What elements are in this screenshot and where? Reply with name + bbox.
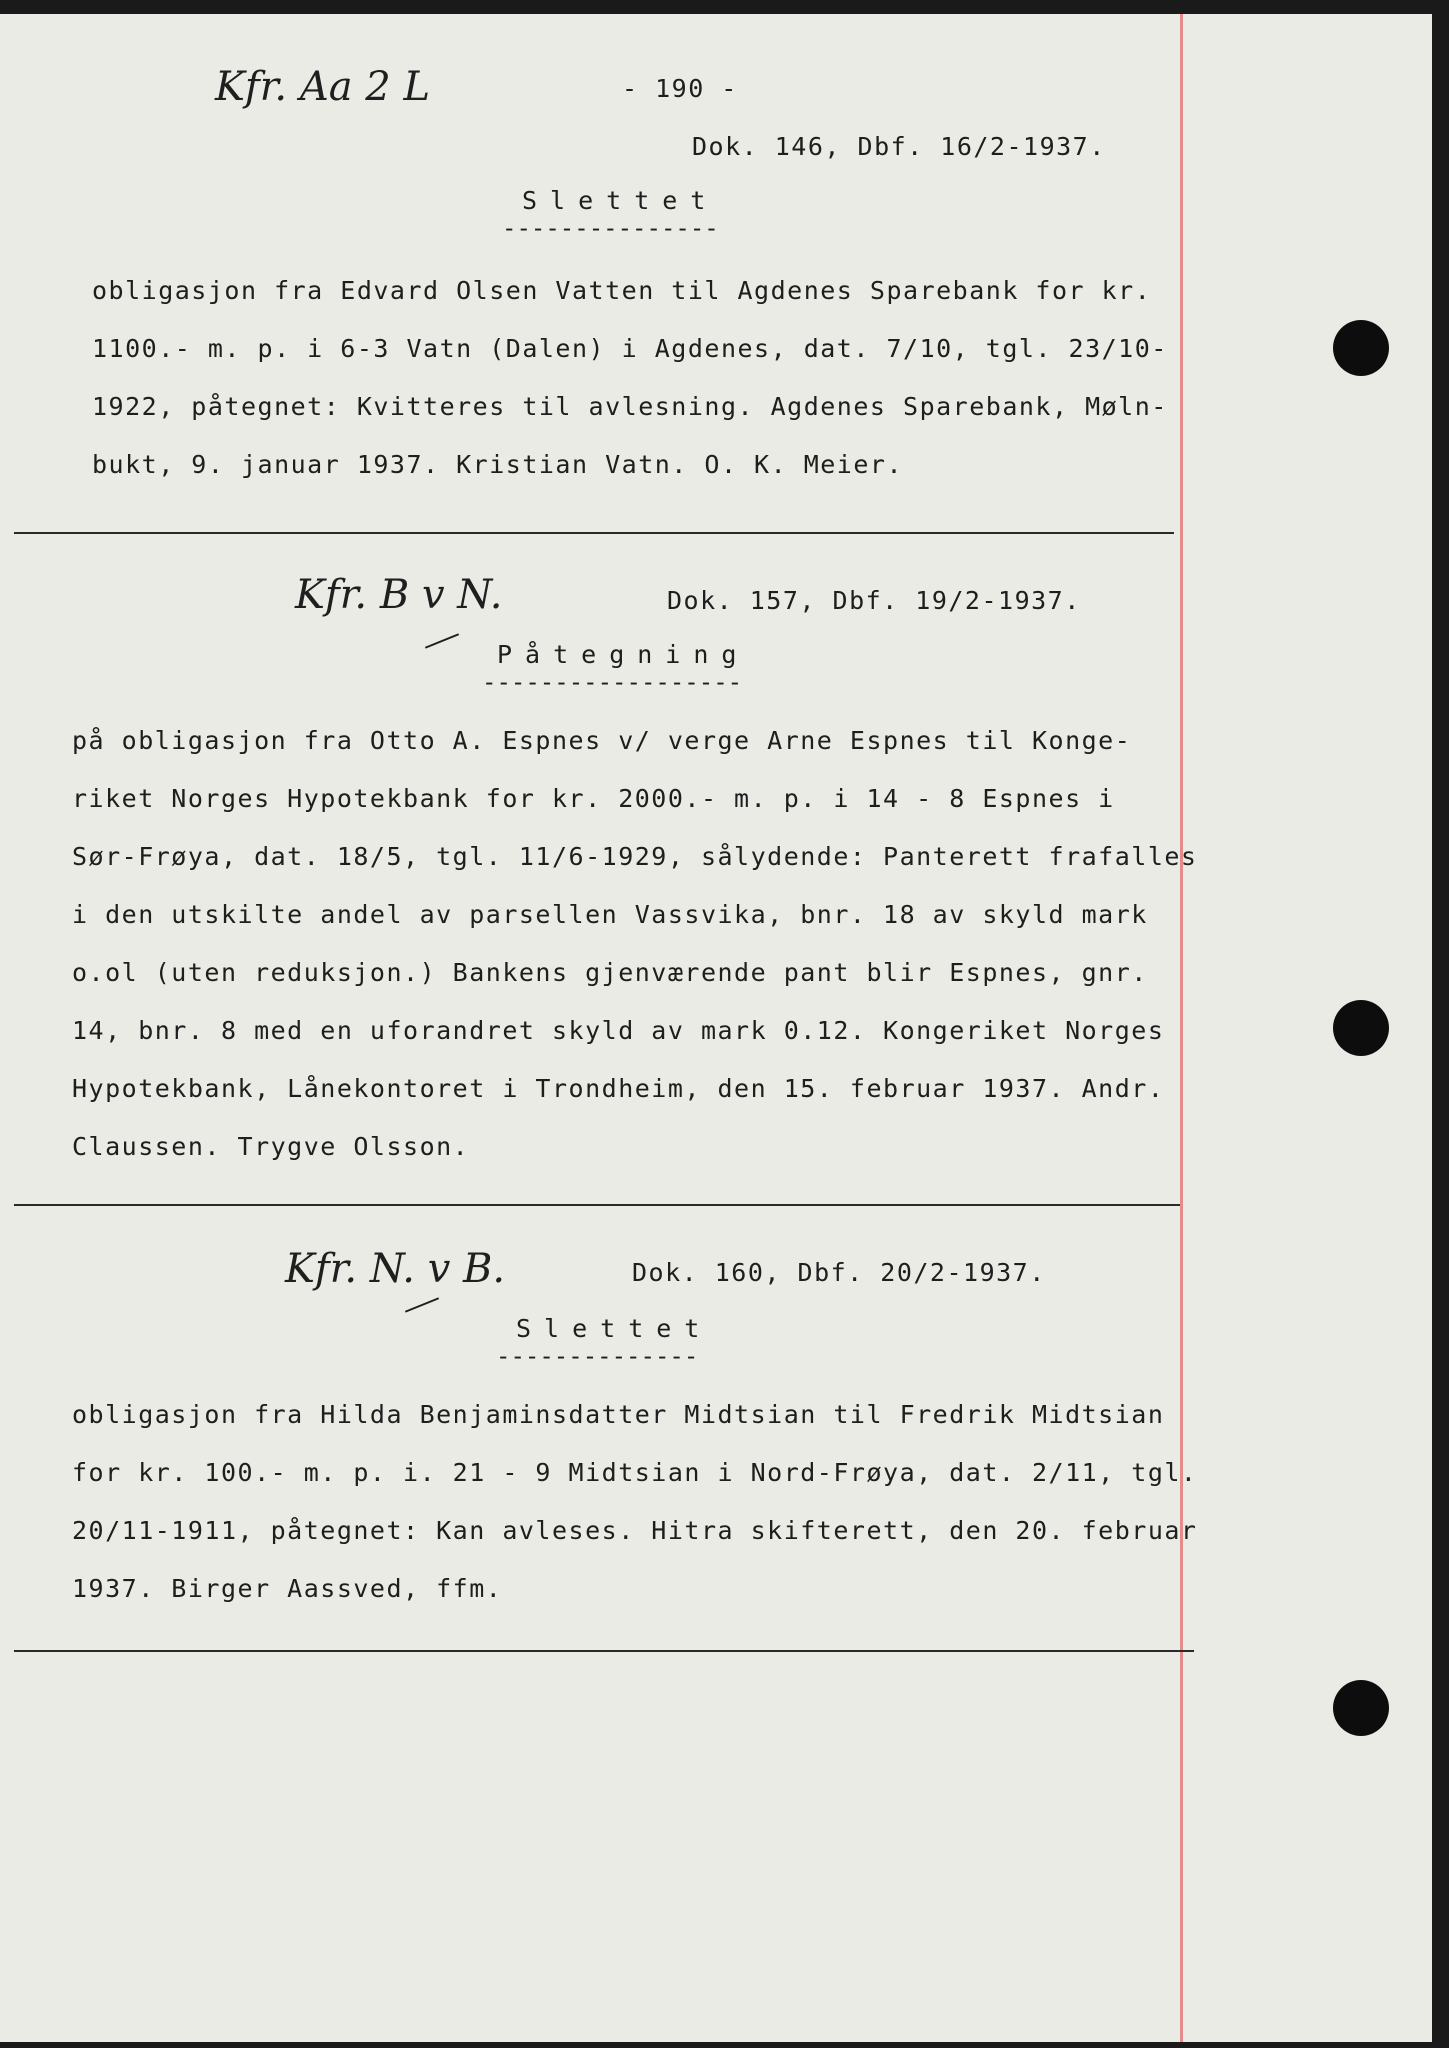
entry-doc-ref: Dok. 160, Dbf. 20/2-1937.: [632, 1258, 1046, 1287]
entry-annotation: Kfr. N. v B.: [285, 1246, 506, 1292]
entry-line: 1937. Birger Aassved, ffm.: [72, 1574, 503, 1603]
section-divider: [14, 1650, 1194, 1652]
entry-line: obligasjon fra Hilda Benjaminsdatter Midtsian til Fredrik Midtsian: [72, 1400, 1165, 1429]
punch-hole: [1333, 1680, 1389, 1736]
page-number: - 190 -: [622, 74, 738, 103]
punch-hole: [1333, 1000, 1389, 1056]
entry-heading: Slettet: [522, 186, 719, 215]
entry-line: Sør-Frøya, dat. 18/5, tgl. 11/6-1929, sålydende: Panterett frafalles: [72, 842, 1198, 871]
entry-line: på obligasjon fra Otto A. Espnes v/ verge Arne Espnes til Konge-: [72, 726, 1132, 755]
entry-line: 1100.- m. p. i 6-3 Vatn (Dalen) i Agdenes, dat. 7/10, tgl. 23/10-: [92, 334, 1168, 363]
entry-line: 1922, påtegnet: Kvitteres til avlesning. Agdenes Sparebank, Møln-: [92, 392, 1168, 421]
entry-line: o.ol (uten reduksjon.) Bankens gjenværende pant blir Espnes, gnr.: [72, 958, 1148, 987]
annotation-tick: [425, 633, 459, 648]
entry-line: Claussen. Trygve Olsson.: [72, 1132, 470, 1161]
section-divider: [14, 1204, 1180, 1206]
entry-line: 20/11-1911, påtegnet: Kan avleses. Hitra skifterett, den 20. februar: [72, 1516, 1198, 1545]
entry-line: i den utskilte andel av parsellen Vassvika, bnr. 18 av skyld mark: [72, 900, 1148, 929]
entry-line: 14, bnr. 8 med en uforandret skyld av mark 0.12. Kongeriket Norges: [72, 1016, 1165, 1045]
entry-annotation: Kfr. Aa 2 L: [215, 64, 431, 110]
heading-underline: ---------------: [502, 214, 719, 242]
entry-line: riket Norges Hypotekbank for kr. 2000.- m. p. i 14 - 8 Espnes i: [72, 784, 1115, 813]
heading-underline: --------------: [496, 1342, 699, 1370]
section-divider: [14, 532, 1174, 534]
entry-heading: Påtegning: [497, 640, 750, 669]
entry-doc-ref: Dok. 157, Dbf. 19/2-1937.: [667, 586, 1081, 615]
entry-heading: Slettet: [516, 1314, 713, 1343]
heading-underline: ------------------: [482, 668, 743, 696]
annotation-tick: [405, 1297, 439, 1312]
entry-line: obligasjon fra Edvard Olsen Vatten til Agdenes Sparebank for kr.: [92, 276, 1152, 305]
entry-line: for kr. 100.- m. p. i. 21 - 9 Midtsian i Nord-Frøya, dat. 2/11, tgl.: [72, 1458, 1198, 1487]
punch-hole: [1333, 320, 1389, 376]
entry-line: Hypotekbank, Lånekontoret i Trondheim, den 15. februar 1937. Andr.: [72, 1074, 1165, 1103]
entry-doc-ref: Dok. 146, Dbf. 16/2-1937.: [692, 132, 1106, 161]
entry-line: bukt, 9. januar 1937. Kristian Vatn. O. K. Meier.: [92, 450, 904, 479]
margin-rule: [1180, 14, 1183, 2042]
document-page: [0, 14, 1432, 2042]
entry-annotation: Kfr. B v N.: [295, 572, 503, 618]
